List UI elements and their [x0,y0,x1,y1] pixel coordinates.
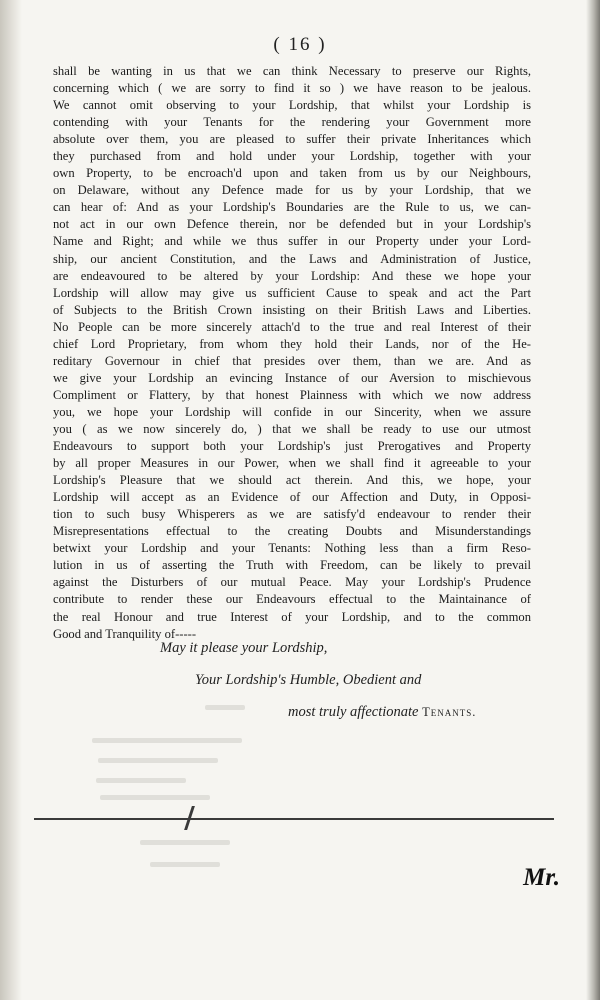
bleed-through-mark [98,758,218,763]
text-line: own Property, to be encroach'd upon and taken from us by our Neighbours, [53,166,531,181]
text-line: Lordship will accept as an Evidence of our Affection and Duty, in Opposi- [53,490,531,505]
closing-salutation: May it please your Lordship, [160,640,328,656]
text-line: tion to such busy Whisperers as we are satisfy'd endeavour to render their [53,507,531,522]
bleed-through-mark [92,738,242,743]
catchword: Mr. [523,864,560,891]
body-text [53,63,531,643]
closing-signature-tenants [288,704,476,721]
text-line: concerning which ( we are sorry to find it so ) we have reason to be jealous. [53,81,531,96]
text-line: We cannot omit observing to your Lordship, that whilst your Lordship is [53,98,531,113]
text-line: by all proper Measures in our Power, when we shall find it agreeable to your [53,456,531,471]
text-line: contending with your Tenants for the rendering your Government more [53,115,531,130]
text-line: chief Lord Proprietary, from whom they hold their Lands, nor of the He- [53,336,531,351]
text-line: not act in our own Defence therein, nor be defended but in your Lordship's [53,217,531,232]
text-line: reditary Governour in chief that presides over them, than we are. And as [53,353,531,368]
text-line: you ( as we now sincerely do, ) that we shall be ready to use our utmost [53,421,531,436]
text-line: on Delaware, without any Defence made for us by your Lordship, that we [53,183,531,198]
page-right-shadow [586,0,600,1000]
bleed-through-mark [150,862,220,867]
text-line: Misrepresentations effectual to the creating Doubts and Misunderstandings [53,524,531,539]
text-line: Lordship will allow may give us sufficient Cause to speak and act the Part [53,285,531,300]
text-line: of Subjects to the British Crown insisting on their British Laws and Liberties. [53,302,531,317]
text-line: you, we hope your Lordship will confide in our Sincerity, when we assure [53,404,531,419]
text-line: Compliment or Flattery, by that honest Plainness with which we now address [53,387,531,402]
text-line-last: Good and Tranquility of----- [53,626,197,641]
text-line: we give your Lordship an evincing Instance of our Aversion to mischievous [53,370,531,385]
closing-tenants: Tenants. [422,705,477,719]
text-line: the real Honour and true Interest of your Lordship, and to the common [53,609,531,624]
closing-signature-line: Your Lordship's Humble, Obedient and [195,672,422,688]
text-line: are endeavoured to be altered by your Lordship: And these we hope your [53,268,531,283]
text-line: betwixt your Lordship and your Tenants: Nothing less than a firm Reso- [53,541,531,556]
horizontal-rule [34,818,554,820]
bleed-through-mark [140,840,230,845]
text-line: contribute to render these our Endeavours effectual to the Maintainance of [53,592,531,607]
text-line: against the Disturbers of our mutual Peace. May your Lordship's Prudence [53,575,531,590]
text-line: ship, our ancient Constitution, and the Laws and Administration of Justice, [53,251,531,266]
bleed-through-mark [205,705,245,710]
bleed-through-mark [96,778,186,783]
text-line: absolute over them, you are pleased to suffer their private Inheritances which [53,132,531,147]
text-line: they purchased from and hold under your Lordship, together with your [53,149,531,164]
text-line: Endeavours to support both your Lordship's just Prerogatives and Property [53,439,531,454]
text-line: can hear of: And as your Lordship's Boundaries are the Rule to us, we can- [53,200,531,215]
text-line: Name and Right; and while we thus suffer in our Property under your Lord- [53,234,531,249]
text-line: shall be wanting in us that we can think Necessary to preserve our Rights, [53,64,531,78]
bleed-through-mark [100,795,210,800]
text-line: Lordship's Pleasure that we should act therein. And this, we hope, your [53,473,531,488]
page-number: ( 16 ) [273,34,327,55]
text-line: lution in us of asserting the Truth with Freedom, can be likely to prevail [53,558,531,573]
closing-affection: most truly affectionate [288,704,419,720]
text-line: No People can be more sincerely attach'd to the true and real Interest of their [53,319,531,334]
page-left-shadow [0,0,22,1000]
